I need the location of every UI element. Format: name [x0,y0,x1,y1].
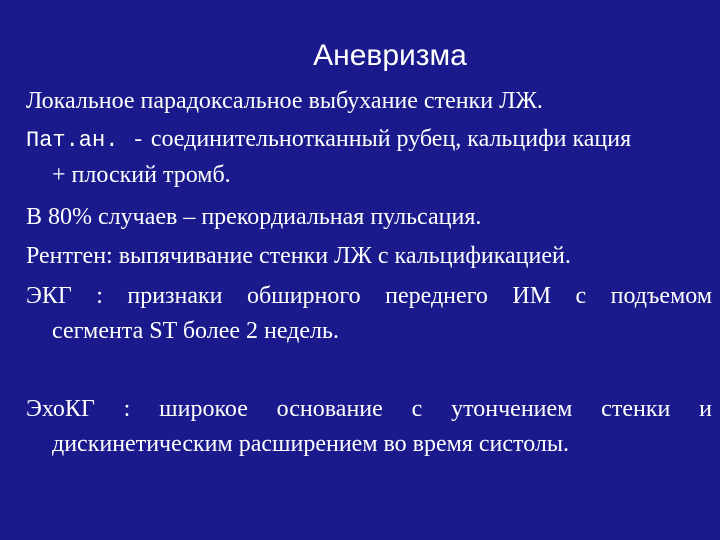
text-line-st-segment: сегмента ST более 2 недель. [52,318,339,344]
pathanatomy-label: Пат.ан. - [26,128,145,153]
text-line-local-bulge: Локальное парадоксальное выбухание стенки ЛЖ. [26,88,543,114]
slide-title: Аневризма [313,39,467,72]
text-line-dyskinesia: дискинетическим расширением во время систолы. [52,431,569,457]
text-line-xray: Рентген: выпячивание стенки ЛЖ с кальцификацией. [26,243,571,269]
text-line-thrombus: + плоский тромб. [52,162,231,188]
text-line-ecg: ЭКГ : признаки обширного переднего ИМ с подъемом [26,283,712,309]
text-line-echo: ЭхоКГ : широкое основание с утончением стенки и [26,396,712,422]
pathanatomy-text: соединительнотканный рубец, кальцифи кация [150,126,632,152]
text-line-pathanatomy [26,124,631,156]
text-line-pulsation: В 80% случаев – прекордиальная пульсация. [26,204,482,230]
